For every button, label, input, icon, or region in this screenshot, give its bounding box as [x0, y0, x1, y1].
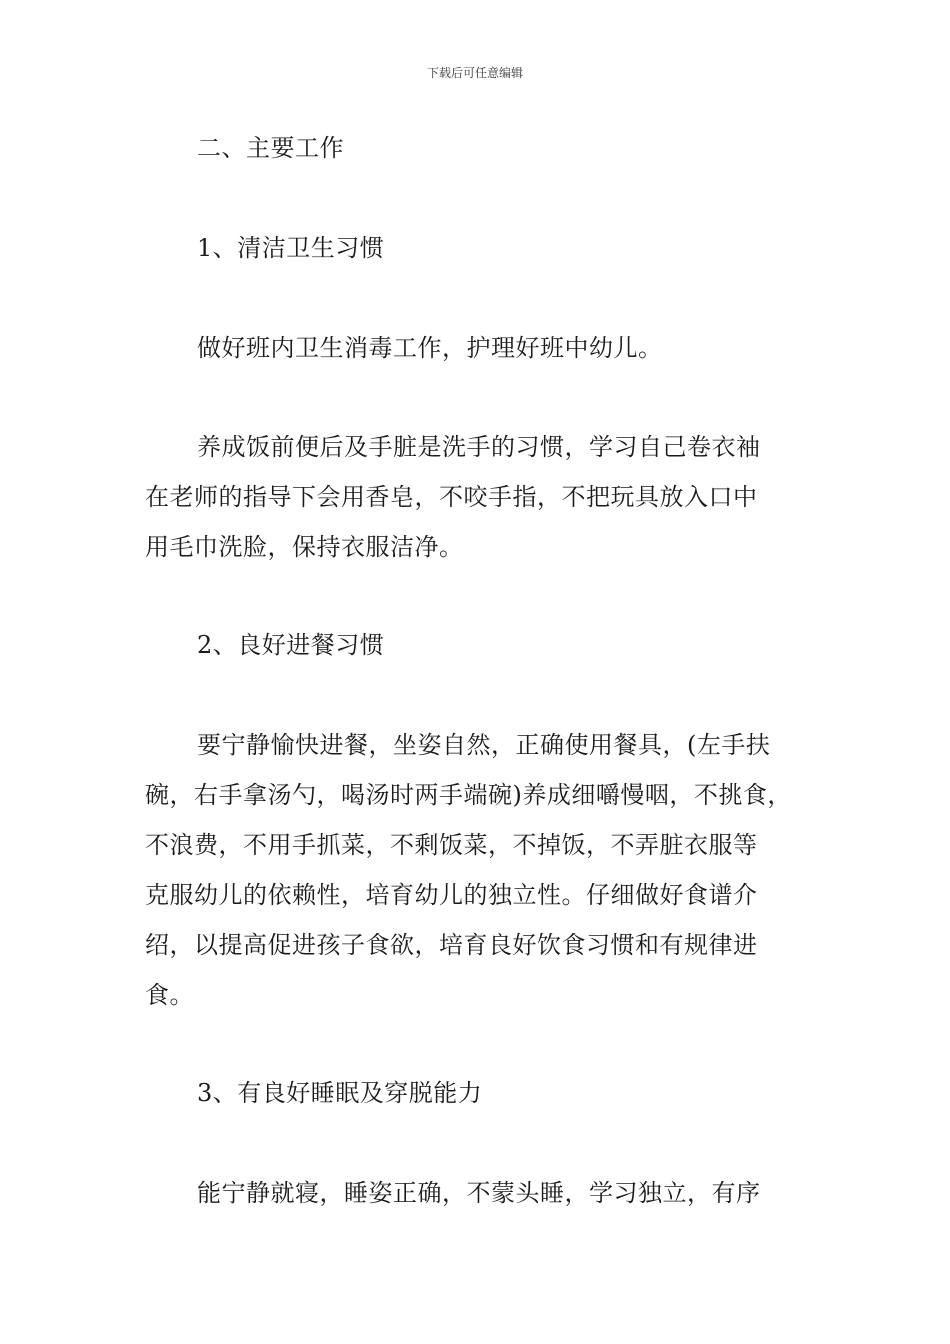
item1-paragraph-1: 做好班内卫生消毒工作，护理好班中幼儿。	[197, 334, 663, 362]
item3-paragraph-line-1: 能宁静就寝，睡姿正确，不蒙头睡，学习独立，有序	[197, 1179, 761, 1207]
item1-heading: 1、清洁卫生习惯	[197, 234, 385, 262]
item2-paragraph-line-5: 绍，以提高促进孩子食欲，培育良好饮食习惯和有规律进	[145, 931, 758, 959]
page-header: 下载后可任意编辑	[426, 66, 523, 80]
item1-paragraph-2-line-1: 养成饭前便后及手脏是洗手的习惯，学习自己卷衣袖	[197, 433, 761, 461]
item2-paragraph-line-4: 克服幼儿的依赖性，培育幼儿的独立性。仔细做好食谱介	[145, 881, 758, 909]
item2-heading: 2、良好进餐习惯	[197, 631, 385, 659]
item1-paragraph-2-line-2: 在老师的指导下会用香皂，不咬手指，不把玩具放入口中	[145, 483, 758, 511]
item1-paragraph-2-line-3: 用毛巾洗脸，保持衣服洁净。	[145, 533, 464, 561]
item2-paragraph-line-6: 食。	[145, 981, 194, 1009]
item3-heading: 3、有良好睡眠及穿脱能力	[197, 1079, 483, 1107]
item2-paragraph-line-3: 不浪费，不用手抓菜，不剩饭菜，不掉饭，不弄脏衣服等	[145, 831, 758, 859]
item2-paragraph-line-1: 要宁静愉快进餐，坐姿自然，正确使用餐具，(左手扶	[197, 731, 771, 759]
item2-paragraph-line-2: 碗，右手拿汤勺，喝汤时两手端碗)养成细嚼慢咽，不挑食，	[145, 781, 792, 809]
section-title: 二、主要工作	[197, 134, 344, 162]
